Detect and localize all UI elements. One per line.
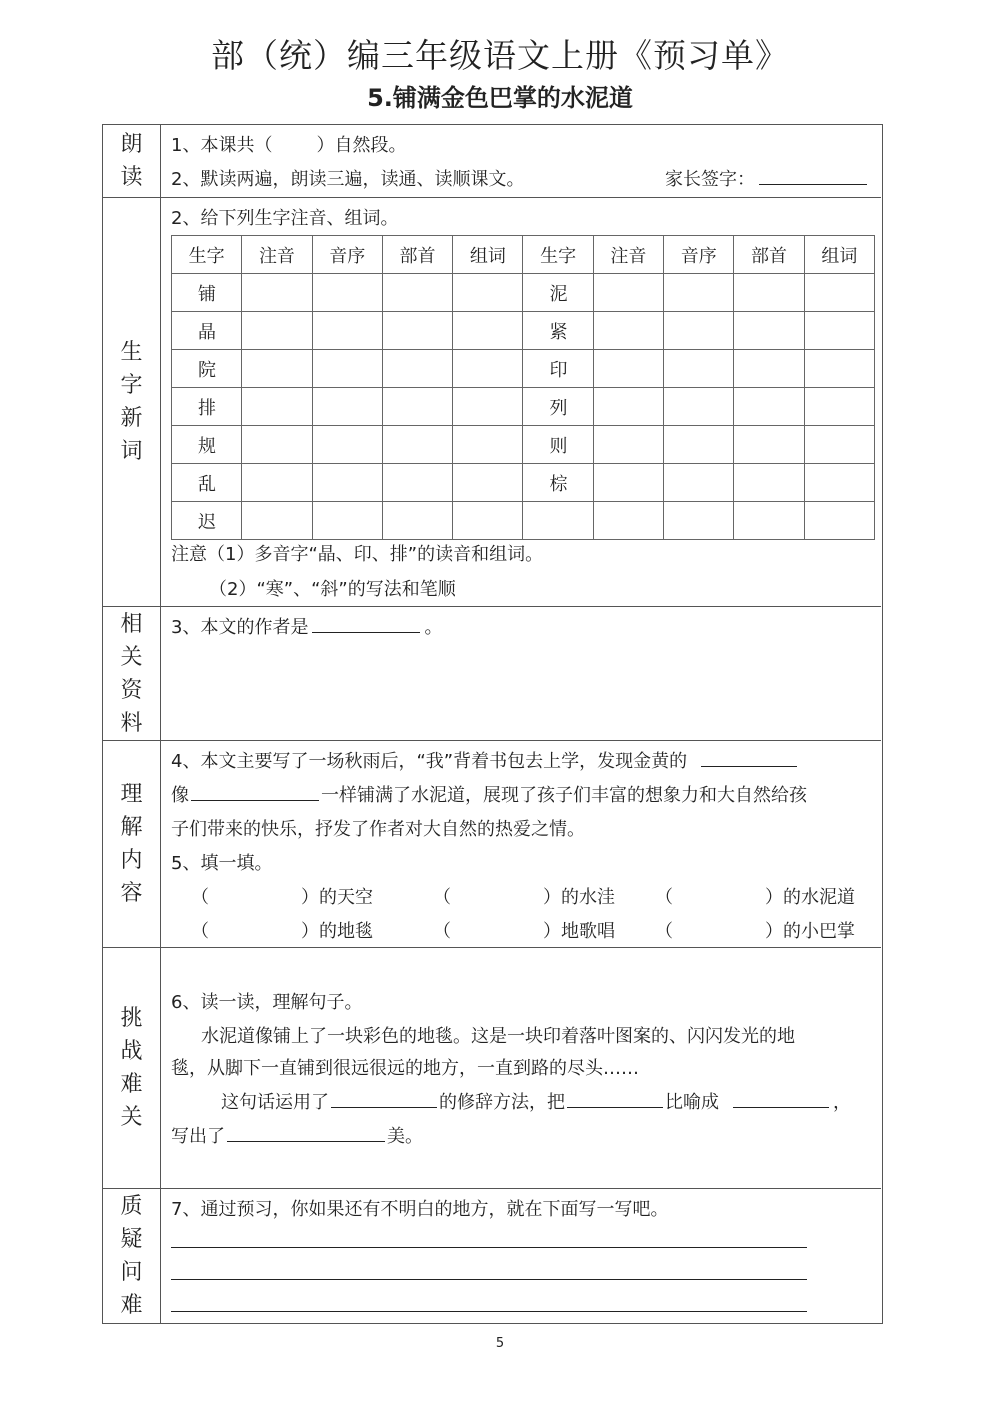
col-header: 生字 [523,236,593,274]
q4-line1: 4、本文主要写了一场秋雨后，“我”背着书包去上学，发现金黄的 [171,747,801,773]
section-label-characters [103,198,161,606]
answer-cell[interactable] [242,426,312,464]
character-cell: 印 [523,350,593,388]
answer-cell[interactable] [382,312,452,350]
character-cell: 晶 [172,312,242,350]
answer-cell[interactable] [804,388,874,426]
section-understanding [103,741,881,948]
table-row [172,388,875,426]
label-char: 相 [120,611,143,637]
character-cell: 乱 [172,464,242,502]
answer-cell[interactable] [593,274,663,312]
answer-cell[interactable] [382,502,452,540]
col-header: 生字 [172,236,242,274]
label-char: 新 [120,406,143,431]
worksheet-table [102,124,883,1324]
character-cell: 铺 [172,274,242,312]
answer-cell[interactable] [664,426,734,464]
author-blank[interactable] [312,614,420,633]
answer-cell[interactable] [312,312,382,350]
label-char: 问 [120,1260,143,1285]
answer-cell[interactable] [382,350,452,388]
answer-cell[interactable] [453,502,523,540]
table-row [172,312,875,350]
answer-cell[interactable] [453,426,523,464]
fill-item[interactable]: （ ）的天空 [191,887,373,908]
answer-cell[interactable] [734,426,804,464]
answer-cell[interactable] [734,502,804,540]
answer-cell[interactable] [242,350,312,388]
col-header: 音序 [664,236,734,274]
section-reading [103,125,881,198]
page-title: 部（统）编三年级语文上册《预习单》 [211,36,789,75]
section-label-questions [103,1189,161,1323]
answer-cell[interactable] [804,426,874,464]
col-header: 注音 [593,236,663,274]
label-char: 质 [120,1194,143,1219]
table-header-row [172,236,875,274]
label-char: 读 [120,165,143,190]
rhetoric-sentence-2: 写出了 美。 [171,1122,423,1148]
q5: 5、填一填。 [171,853,273,874]
label-char: 容 [120,881,143,906]
answer-cell[interactable] [804,274,874,312]
parent-signature: 家长签字： [665,165,871,191]
label-char: 解 [120,815,143,840]
answer-cell[interactable] [664,502,734,540]
label-char: 难 [120,1072,143,1097]
answer-cell[interactable] [382,274,452,312]
table-row [172,350,875,388]
fill-item[interactable]: （ ）地歌唱 [433,921,615,942]
col-header: 部首 [382,236,452,274]
label-char: 朗 [120,132,143,157]
characters-instruction: 2、给下列生字注音、组词。 [171,208,399,229]
answer-cell[interactable] [312,388,382,426]
label-char: 料 [120,710,143,736]
section-label-understanding [103,741,161,947]
character-cell: 紧 [523,312,593,350]
answer-cell[interactable] [804,464,874,502]
metaphor-blank[interactable] [733,1089,829,1108]
label-char: 关 [120,1105,143,1130]
answer-cell[interactable] [453,350,523,388]
answer-line[interactable] [171,1279,807,1280]
fill-item[interactable]: （ ）的地毯 [191,921,373,942]
answer-cell[interactable] [593,312,663,350]
character-cell: 棕 [523,464,593,502]
signature-blank[interactable] [759,166,867,185]
new-characters-table [171,235,875,540]
character-cell: 迟 [172,502,242,540]
answer-cell[interactable] [664,464,734,502]
beauty-blank[interactable] [227,1123,385,1142]
q2: 2、默读两遍，朗读三遍，读通、读顺课文。 [171,169,525,190]
label-char: 理 [120,782,143,807]
character-cell: 院 [172,350,242,388]
section-characters [103,198,881,607]
answer-cell[interactable] [593,426,663,464]
section-challenge [103,948,881,1189]
label-char: 字 [120,373,143,398]
compared-blank[interactable] [567,1089,663,1108]
col-header: 组词 [804,236,874,274]
answer-cell[interactable] [804,350,874,388]
label-char: 关 [120,644,143,670]
answer-cell[interactable] [664,350,734,388]
answer-cell[interactable] [242,502,312,540]
table-row [172,426,875,464]
answer-cell[interactable] [664,312,734,350]
section-background [103,607,881,741]
answer-cell[interactable] [804,502,874,540]
col-header: 音序 [312,236,382,274]
passage-line1: 水泥道像铺上了一块彩色的地毯。这是一块印着落叶图案的、闪闪发光的地 [201,1026,795,1047]
q3: 3、本文的作者是 。 [171,613,442,639]
answer-cell[interactable] [242,388,312,426]
character-cell [523,502,593,540]
answer-cell[interactable] [734,464,804,502]
rhetoric-sentence: 这句话运用了 的修辞方法，把 比喻成 ， [221,1088,851,1114]
answer-line[interactable] [171,1247,807,1248]
q4-blank-1[interactable] [701,748,797,767]
answer-cell[interactable] [734,274,804,312]
answer-cell[interactable] [593,502,663,540]
answer-cell[interactable] [664,274,734,312]
label-char: 词 [120,439,143,464]
answer-cell[interactable] [242,312,312,350]
answer-cell[interactable] [312,464,382,502]
label-char: 内 [120,848,143,873]
label-char: 挑 [120,1006,143,1031]
answer-cell[interactable] [593,388,663,426]
label-char: 疑 [120,1227,143,1252]
answer-cell[interactable] [593,464,663,502]
label-char: 生 [120,340,143,365]
q6: 6、读一读，理解句子。 [171,992,363,1013]
q4-blank-2[interactable] [191,782,319,801]
answer-cell[interactable] [453,388,523,426]
answer-cell[interactable] [312,274,382,312]
answer-cell[interactable] [804,312,874,350]
q1: 1、本课共（ ）自然段。 [171,135,407,156]
answer-cell[interactable] [242,274,312,312]
answer-cell[interactable] [664,388,734,426]
section-label-challenge [103,948,161,1188]
fill-item[interactable]: （ ）的水泥道 [655,887,855,908]
note-polyphonic: 注意（1）多音字“晶、印、排”的读音和组词。 [171,544,544,565]
label-char: 战 [120,1039,143,1064]
answer-cell[interactable] [453,464,523,502]
character-cell: 规 [172,426,242,464]
fill-item[interactable]: （ ）的水洼 [433,887,615,908]
lesson-title: 5.铺满金色巴掌的水泥道 [367,84,633,112]
answer-cell[interactable] [593,350,663,388]
character-cell: 泥 [523,274,593,312]
character-cell: 列 [523,388,593,426]
table-row [172,502,875,540]
q7: 7、通过预习，你如果还有不明白的地方，就在下面写一写吧。 [171,1199,669,1220]
table-row [172,274,875,312]
section-questions [103,1189,881,1323]
label-char: 难 [120,1293,143,1318]
rhetoric-blank[interactable] [331,1089,437,1108]
section-label-background [103,607,161,740]
answer-cell[interactable] [453,274,523,312]
answer-cell[interactable] [734,350,804,388]
answer-cell[interactable] [312,426,382,464]
col-header: 组词 [453,236,523,274]
table-row [172,464,875,502]
answer-cell[interactable] [382,388,452,426]
answer-cell[interactable] [312,350,382,388]
answer-cell[interactable] [734,388,804,426]
answer-cell[interactable] [382,426,452,464]
note-stroke-order: （2）“寒”、“斜”的写法和笔顺 [209,579,456,600]
section-label-reading [103,125,161,197]
answer-line[interactable] [171,1311,807,1312]
col-header: 部首 [734,236,804,274]
answer-cell[interactable] [382,464,452,502]
page-number: 5 [495,1336,505,1351]
label-char: 资 [120,677,143,703]
character-cell: 则 [523,426,593,464]
answer-cell[interactable] [453,312,523,350]
answer-cell[interactable] [312,502,382,540]
character-cell: 排 [172,388,242,426]
col-header: 注音 [242,236,312,274]
fill-item[interactable]: （ ）的小巴掌 [655,921,855,942]
answer-cell[interactable] [242,464,312,502]
passage-line2: 毯，从脚下一直铺到很远很远的地方，一直到路的尽头…… [171,1058,639,1079]
q4-line3: 子们带来的快乐，抒发了作者对大自然的热爱之情。 [171,819,585,840]
q4-line2: 像 一样铺满了水泥道，展现了孩子们丰富的想象力和大自然给孩 [171,781,807,807]
answer-cell[interactable] [734,312,804,350]
